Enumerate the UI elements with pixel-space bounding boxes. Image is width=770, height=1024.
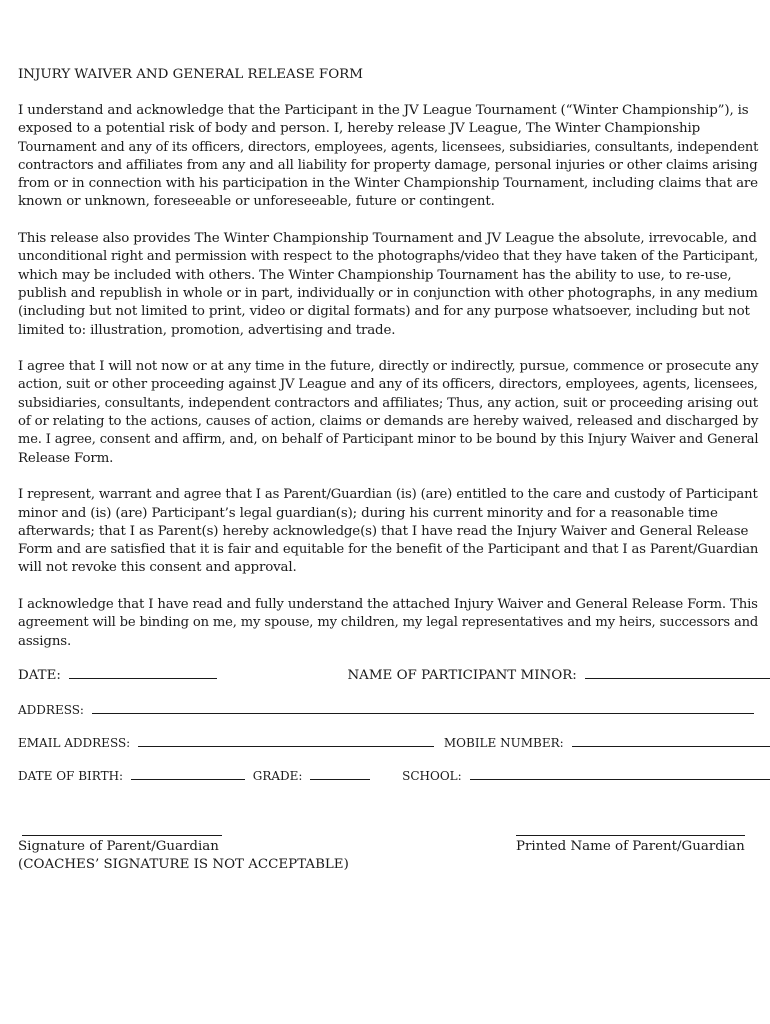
parent-signature-line[interactable]	[22, 835, 222, 836]
participant-name-field[interactable]	[585, 665, 770, 679]
text-line: will not revoke this consent and approval.	[18, 560, 297, 576]
text-line: subsidiaries, consultants, independent contractors and affiliates; Thus, any action, suit or proceeding arising out	[18, 395, 758, 411]
address-row	[18, 700, 754, 717]
date-field[interactable]	[69, 665, 217, 679]
text-line: which may be included with others. The Winter Championship Tournament has the ability to use, to re-use,	[18, 267, 732, 283]
text-line: agreement will be binding on me, my spouse, my children, my legal representatives and my heirs, successors and	[18, 615, 759, 631]
school-field[interactable]	[470, 766, 770, 780]
grade-label: GRADE:	[252, 769, 303, 783]
participant-name-label: NAME OF PARTICIPANT MINOR:	[347, 668, 577, 683]
text-line: known or unknown, foreseeable or unforeseeable, future or contingent.	[18, 194, 495, 210]
mobile-field[interactable]	[572, 733, 770, 747]
parent-signature-label: Signature of Parent/Guardian	[18, 839, 219, 854]
text-line: Form and are satisfied that it is fair and equitable for the benefit of the Participant and that I as Parent/Guardian	[18, 542, 759, 558]
text-line: contractors and affiliates from any and all liability for property damage, personal injuries or other claims arising	[18, 157, 758, 173]
text-line: I acknowledge that I have read and fully understand the attached Injury Waiver and General Release Form. This	[18, 597, 758, 613]
text-line: (including but not limited to print, video or digital formats) and for any purpose whatsoever, including but not	[18, 304, 750, 320]
printed-name-line[interactable]	[516, 835, 745, 836]
form-title: INJURY WAIVER AND GENERAL RELEASE FORM	[18, 67, 363, 82]
email-field[interactable]	[138, 733, 434, 747]
text-line: minor and (is) (are) Participant’s legal guardian(s); during his current minority and for a reasonable time	[18, 505, 718, 521]
text-line: Release Form.	[18, 450, 114, 466]
text-line: of or relating to the actions, causes of action, claims or demands are hereby waived, released and discharged by	[18, 414, 759, 430]
paragraph-covenant-not-to-sue	[18, 358, 758, 468]
email-mobile-row	[18, 733, 770, 750]
text-line: from or in connection with his participation in the Winter Championship Tournament, including claims that are	[18, 176, 758, 192]
dob-grade-school-row	[18, 766, 770, 783]
text-line: Tournament and any of its officers, directors, employees, agents, licensees, subsidiaries, consultants, independent	[18, 139, 759, 155]
text-line: afterwards; that I as Parent(s) hereby acknowledge(s) that I have read the Injury Waiver and General Release	[18, 523, 749, 539]
text-line: limited to: illustration, promotion, advertising and trade.	[18, 322, 396, 338]
text-line: publish and republish in whole or in part, individually or in conjunction with other photographs, in any medium	[18, 285, 758, 301]
school-label: SCHOOL:	[402, 769, 462, 783]
date-label: DATE:	[18, 668, 61, 683]
text-line: action, suit or other proceeding against JV League and any of its officers, directors, employees, agents, licensees,	[18, 377, 758, 393]
printed-name-label: Printed Name of Parent/Guardian	[516, 839, 745, 854]
email-label: EMAIL ADDRESS:	[18, 736, 131, 750]
text-line: assigns.	[18, 633, 72, 649]
text-line: exposed to a potential risk of body and person. I, hereby release JV League, The Winter Championship	[18, 121, 701, 137]
address-label: ADDRESS:	[18, 703, 84, 717]
dob-label: DATE OF BIRTH:	[18, 769, 124, 783]
mobile-label: MOBILE NUMBER:	[443, 736, 564, 750]
dob-field[interactable]	[131, 766, 245, 780]
paragraph-photo-release	[18, 230, 758, 340]
paragraph-guardian-representation	[18, 486, 758, 577]
text-line: unconditional right and permission with respect to the photographs/video that they have taken of the Participant,	[18, 249, 759, 265]
paragraph-acknowledgement	[18, 596, 758, 651]
text-line: I represent, warrant and agree that I as Parent/Guardian (is) (are) entitled to the care and custody of Participant	[18, 487, 758, 503]
date-participant-row	[18, 665, 770, 683]
text-line: This release also provides The Winter Championship Tournament and JV League the absolute, irrevocable, and	[18, 231, 757, 247]
paragraph-release-liability	[18, 102, 758, 212]
coach-signature-note: (COACHES’ SIGNATURE IS NOT ACCEPTABLE)	[18, 857, 349, 872]
address-field[interactable]	[92, 700, 754, 714]
grade-field[interactable]	[310, 766, 370, 780]
text-line: I understand and acknowledge that the Participant in the JV League Tournament (“Winter Championship”), is	[18, 103, 749, 118]
waiver-document	[18, 66, 758, 669]
text-line: I agree that I will not now or at any time in the future, directly or indirectly, pursue, commence or prosecute any	[18, 359, 759, 375]
text-line: me. I agree, consent and affirm, and, on behalf of Participant minor to be bound by this Injury Waiver and General	[18, 432, 759, 448]
